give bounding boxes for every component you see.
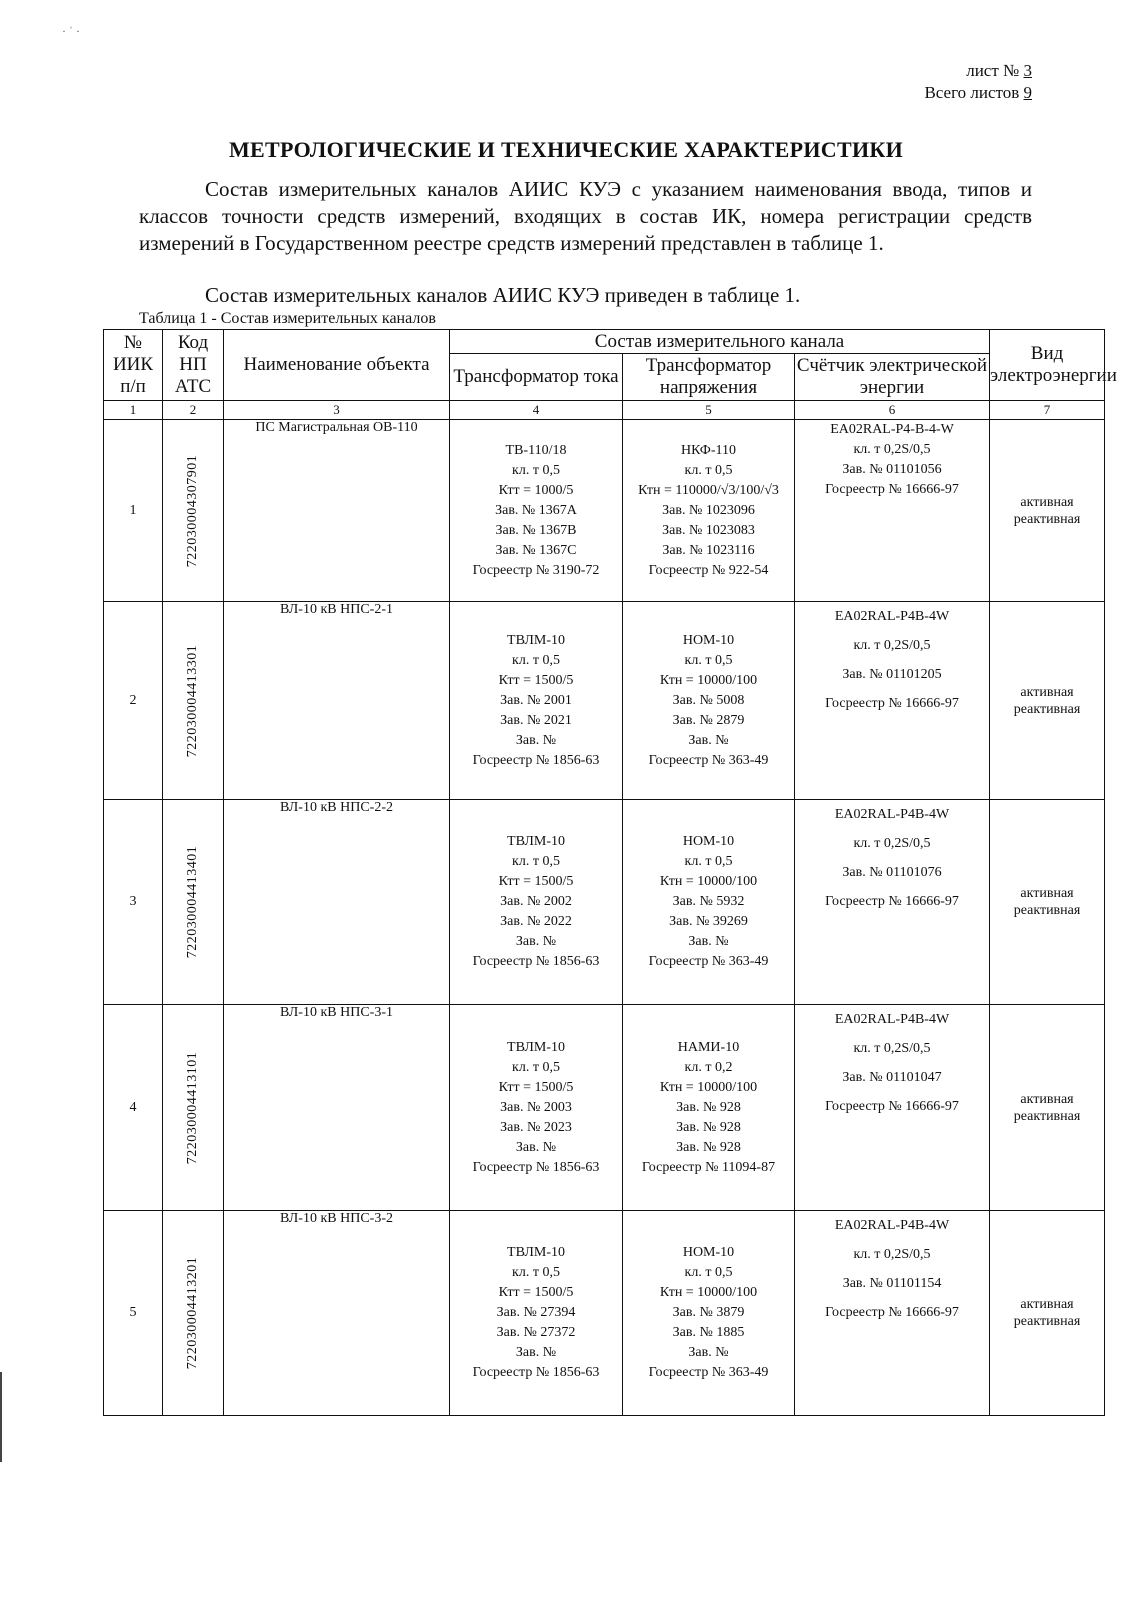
table-row bbox=[104, 1211, 1105, 1416]
row-code: 722030004413201 bbox=[163, 1211, 224, 1416]
row-object-name: ВЛ-10 кВ НПС-2-2 bbox=[224, 800, 450, 1005]
table-row bbox=[104, 420, 1105, 602]
row-vt: НАМИ-10 кл. т 0,2 Ктн = 10000/100 Зав. № 928 Зав. № 928 Зав. № 928 Госреестр № 11094-87 bbox=[623, 1005, 795, 1211]
intro-paragraph: Состав измерительных каналов АИИС КУЭ с указанием наименования ввода, типов и классов точности средств измерений, входящих в состав ИК, номера регистрации средств измерений в Государственном реестре средств измерений представлен в таблице 1. bbox=[139, 177, 1032, 255]
intro-paragraph-2: Состав измерительных каналов АИИС КУЭ приведен в таблице 1. bbox=[205, 283, 801, 307]
scan-speckles: · ˈ · bbox=[62, 24, 80, 38]
row-energy-kind: активная реактивная bbox=[990, 420, 1105, 602]
row-no: 4 bbox=[104, 1005, 163, 1211]
row-ct: ТВЛМ-10 кл. т 0,5 Ктт = 1500/5 Зав. № 2001 Зав. № 2021 Зав. № Госреестр № 1856-63 bbox=[450, 602, 623, 800]
sheet-number-line: лист № 3 bbox=[966, 61, 1032, 80]
row-object-name: ВЛ-10 кВ НПС-3-1 bbox=[224, 1005, 450, 1211]
total-sheets-line: Всего листов 9 bbox=[924, 83, 1032, 102]
row-ct: ТВЛМ-10 кл. т 0,5 Ктт = 1500/5 Зав. № 2002 Зав. № 2022 Зав. № Госреестр № 1856-63 bbox=[450, 800, 623, 1005]
row-no: 2 bbox=[104, 602, 163, 800]
header-vt: Трансформатор напряжения bbox=[623, 354, 795, 401]
row-ct: ТВЛМ-10 кл. т 0,5 Ктт = 1500/5 Зав. № 27394 Зав. № 27372 Зав. № Госреестр № 1856-63 bbox=[450, 1211, 623, 1416]
row-energy-kind: активная реактивная bbox=[990, 1211, 1105, 1416]
header-composition: Состав измерительного канала bbox=[450, 330, 990, 354]
header-no: № ИИК п/п bbox=[104, 330, 163, 401]
table-row bbox=[104, 1005, 1105, 1211]
row-vt: НОМ-10 кл. т 0,5 Ктн = 10000/100 Зав. № 3879 Зав. № 1885 Зав. № Госреестр № 363-49 bbox=[623, 1211, 795, 1416]
table-row bbox=[104, 800, 1105, 1005]
row-ct: ТВЛМ-10 кл. т 0,5 Ктт = 1500/5 Зав. № 2003 Зав. № 2023 Зав. № Госреестр № 1856-63 bbox=[450, 1005, 623, 1211]
measurement-channels-table bbox=[103, 329, 1117, 1416]
row-vt: НОМ-10 кл. т 0,5 Ктн = 10000/100 Зав. № 5008 Зав. № 2879 Зав. № Госреестр № 363-49 bbox=[623, 602, 795, 800]
row-no: 5 bbox=[104, 1211, 163, 1416]
row-meter: ЕА02RAL-P4B-4W кл. т 0,2S/0,5 Зав. № 01101047 Госреестр № 16666-97 bbox=[795, 1005, 990, 1211]
row-code: 722030004307901 bbox=[163, 420, 224, 602]
row-object-name: ПС Магистральная ОВ-110 bbox=[224, 420, 450, 602]
row-energy-kind: активная реактивная bbox=[990, 1005, 1105, 1211]
row-object-name: ВЛ-10 кВ НПС-3-2 bbox=[224, 1211, 450, 1416]
row-energy-kind: активная реактивная bbox=[990, 800, 1105, 1005]
row-code: 722030004413101 bbox=[163, 1005, 224, 1211]
row-meter: ЕА02RAL-P4B-4W кл. т 0,2S/0,5 Зав. № 01101076 Госреестр № 16666-97 bbox=[795, 800, 990, 1005]
sheet-number: 3 bbox=[1023, 61, 1032, 80]
row-vt: НОМ-10 кл. т 0,5 Ктн = 10000/100 Зав. № 5932 Зав. № 39269 Зав. № Госреестр № 363-49 bbox=[623, 800, 795, 1005]
row-code: 722030004413401 bbox=[163, 800, 224, 1005]
row-energy-kind: активная реактивная bbox=[990, 602, 1105, 800]
column-numbers-row: 1 2 3 4 5 6 7 bbox=[104, 401, 1105, 420]
sheet-info bbox=[924, 60, 1032, 104]
row-meter: ЕА02RAL-P4-B-4-W кл. т 0,2S/0,5 Зав. № 01101056 Госреестр № 16666-97 bbox=[795, 420, 990, 602]
table-caption: Таблица 1 - Состав измерительных каналов bbox=[139, 310, 436, 327]
header-ct: Трансформатор тока bbox=[450, 354, 623, 401]
page-title: МЕТРОЛОГИЧЕСКИЕ И ТЕХНИЧЕСКИЕ ХАРАКТЕРИСТИКИ bbox=[228, 137, 904, 162]
row-meter: ЕА02RAL-P4B-4W кл. т 0,2S/0,5 Зав. № 01101154 Госреестр № 16666-97 bbox=[795, 1211, 990, 1416]
header-name: Наименование объекта bbox=[224, 330, 450, 401]
header-code: Код НП АТС bbox=[163, 330, 224, 401]
row-meter: ЕА02RAL-P4B-4W кл. т 0,2S/0,5 Зав. № 01101205 Госреестр № 16666-97 bbox=[795, 602, 990, 800]
row-no: 3 bbox=[104, 800, 163, 1005]
row-code: 722030004413301 bbox=[163, 602, 224, 800]
row-vt: НКФ-110 кл. т 0,5 Ктн = 110000/√3/100/√3 Зав. № 1023096 Зав. № 1023083 Зав. № 1023116 Госреестр № 922-54 bbox=[623, 420, 795, 602]
row-no: 1 bbox=[104, 420, 163, 602]
total-sheets: 9 bbox=[1023, 83, 1032, 102]
row-object-name: ВЛ-10 кВ НПС-2-1 bbox=[224, 602, 450, 800]
header-meter: Счётчик электрической энергии bbox=[795, 354, 990, 401]
table-row bbox=[104, 602, 1105, 800]
scan-margin-mark bbox=[0, 1372, 4, 1462]
header-kind: Вид электроэнергии bbox=[990, 330, 1105, 401]
row-ct: ТВ-110/18 кл. т 0,5 Ктт = 1000/5 Зав. № 1367А Зав. № 1367В Зав. № 1367С Госреестр № 3190-72 bbox=[450, 420, 623, 602]
